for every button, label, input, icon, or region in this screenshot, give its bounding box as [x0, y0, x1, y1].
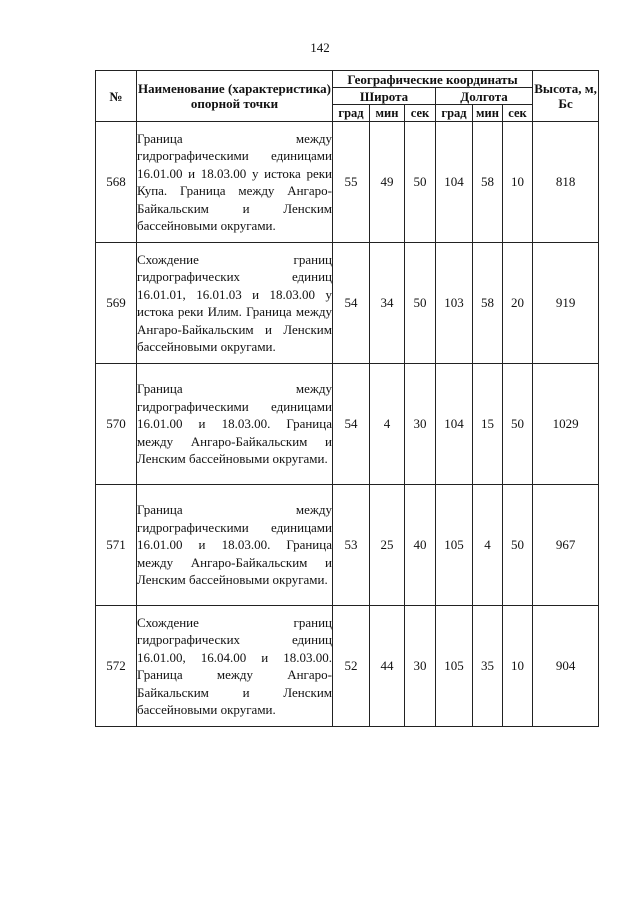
lon-min: 35: [473, 606, 503, 727]
header-lat-min: мин: [370, 105, 405, 122]
header-coords: Географические координаты: [333, 71, 533, 88]
lon-sec: 10: [503, 122, 533, 243]
table-row: [96, 606, 599, 727]
table-row: [96, 243, 599, 364]
row-description: Схождение границ гидрографических единиц 16.01.01, 16.01.03 и 18.03.00 у истока реки Илим. Граница между Ангаро-Байкальским и Ленским бассейновыми округами.: [137, 243, 333, 364]
lat-min: 34: [370, 243, 405, 364]
lon-min: 15: [473, 364, 503, 485]
lon-sec: 10: [503, 606, 533, 727]
table-row: [96, 364, 599, 485]
lat-deg: 54: [333, 364, 370, 485]
lat-min: 25: [370, 485, 405, 606]
lon-min: 4: [473, 485, 503, 606]
lat-sec: 30: [405, 364, 436, 485]
lat-min: 44: [370, 606, 405, 727]
lon-min: 58: [473, 243, 503, 364]
lat-sec: 50: [405, 243, 436, 364]
row-number: 570: [96, 364, 137, 485]
lon-deg: 105: [436, 485, 473, 606]
height-value: 818: [533, 122, 599, 243]
lat-sec: 30: [405, 606, 436, 727]
lon-deg: 105: [436, 606, 473, 727]
lat-deg: 52: [333, 606, 370, 727]
height-value: 1029: [533, 364, 599, 485]
lon-deg: 104: [436, 364, 473, 485]
lon-sec: 50: [503, 485, 533, 606]
header-latitude: Широта: [333, 88, 436, 105]
header-height: Высота, м, Бс: [533, 71, 599, 122]
row-description: Граница между гидрографическими единицами 16.01.00 и 18.03.00. Граница между Ангаро-Байкальским и Ленским бассейновыми округами.: [137, 364, 333, 485]
lat-min: 4: [370, 364, 405, 485]
lat-deg: 55: [333, 122, 370, 243]
lon-sec: 50: [503, 364, 533, 485]
header-lat-sec: сек: [405, 105, 436, 122]
header-name: Наименование (характеристика) опорной точки: [137, 71, 333, 122]
header-lon-sec: сек: [503, 105, 533, 122]
page-number: 142: [310, 40, 330, 55]
lat-sec: 40: [405, 485, 436, 606]
lon-deg: 104: [436, 122, 473, 243]
height-value: 967: [533, 485, 599, 606]
reference-points-table: [95, 70, 599, 727]
header-lon-deg: град: [436, 105, 473, 122]
lat-deg: 54: [333, 243, 370, 364]
row-number: 572: [96, 606, 137, 727]
height-value: 904: [533, 606, 599, 727]
lon-min: 58: [473, 122, 503, 243]
row-number: 568: [96, 122, 137, 243]
table-row: [96, 485, 599, 606]
header-number: №: [96, 71, 137, 122]
lat-deg: 53: [333, 485, 370, 606]
lat-min: 49: [370, 122, 405, 243]
lon-sec: 20: [503, 243, 533, 364]
header-lon-min: мин: [473, 105, 503, 122]
row-description: Граница между гидрографическими единицами 16.01.00 и 18.03.00 у истока реки Купа. Граница между Ангаро-Байкальским и Ленским бассейновыми округами.: [137, 122, 333, 243]
row-description: Граница между гидрографическими единицами 16.01.00 и 18.03.00. Граница между Ангаро-Байкальским и Ленским бассейновыми округами.: [137, 485, 333, 606]
table-row: [96, 122, 599, 243]
header-longitude: Долгота: [436, 88, 533, 105]
height-value: 919: [533, 243, 599, 364]
row-description: Схождение границ гидрографических единиц 16.01.00, 16.04.00 и 18.03.00. Граница между Ангаро-Байкальским и Ленским бассейновыми округами.: [137, 606, 333, 727]
header-lat-deg: град: [333, 105, 370, 122]
lat-sec: 50: [405, 122, 436, 243]
row-number: 569: [96, 243, 137, 364]
row-number: 571: [96, 485, 137, 606]
lon-deg: 103: [436, 243, 473, 364]
